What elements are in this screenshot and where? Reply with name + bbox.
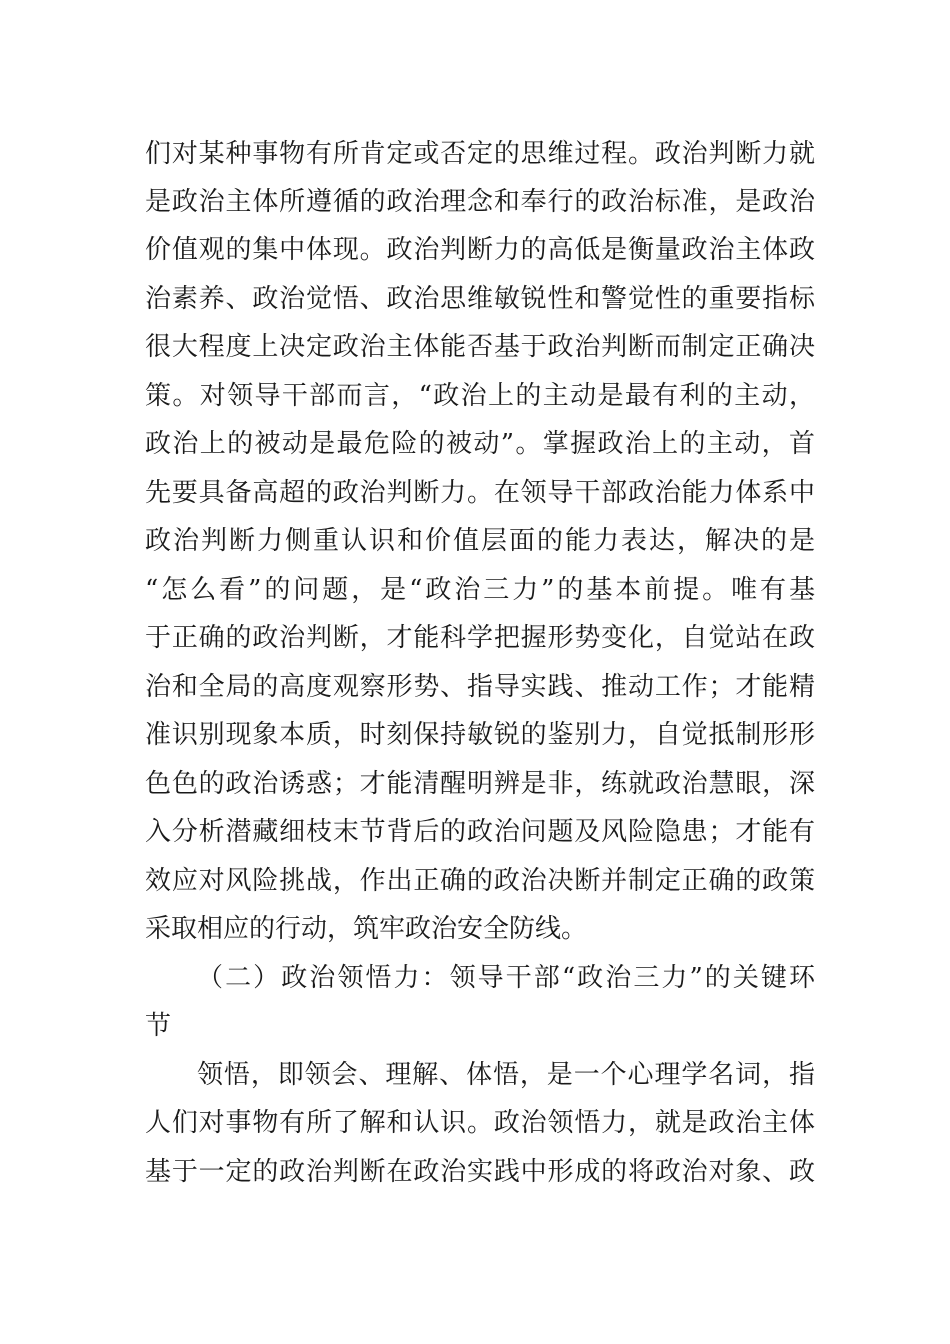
paragraph-1-line-10: “怎么看”的问题，是“政治三力”的基本前提。唯有基 — [145, 575, 815, 605]
paragraph-2-line-2: 人们对事物有所了解和认识。政治领悟力，就是政治主体 — [145, 1108, 815, 1138]
paragraph-1-line-8: 先要具备高超的政治判断力。在领导干部政治能力体系中 — [145, 478, 815, 508]
paragraph-1-line-17: 采取相应的行动，筑牢政治安全防线。 — [145, 914, 588, 944]
paragraph-1-line-1: 们对某种事物有所肯定或否定的思维过程。政治判断力就 — [145, 139, 815, 169]
paragraph-1-line-3: 价值观的集中体现。政治判断力的高低是衡量政治主体政 — [145, 235, 815, 265]
paragraph-1-line-5: 很大程度上决定政治主体能否基于政治判断而制定正确决 — [145, 332, 815, 362]
paragraph-1-line-15: 入分析潜藏细枝末节背后的政治问题及风险隐患；才能有 — [145, 817, 815, 847]
paragraph-2-line-1: 领悟，即领会、理解、体悟，是一个心理学名词，指 — [197, 1060, 815, 1090]
paragraph-1-line-4: 治素养、政治觉悟、政治思维敏锐性和警觉性的重要指标 — [145, 284, 815, 314]
paragraph-1-line-9: 政治判断力侧重认识和价值层面的能力表达，解决的是 — [145, 526, 815, 556]
paragraph-1-line-7: 政治上的被动是最危险的被动”。掌握政治上的主动，首 — [145, 429, 815, 459]
section-heading-line-2: 节 — [145, 1011, 172, 1041]
paragraph-2-line-3: 基于一定的政治判断在政治实践中形成的将政治对象、政 — [145, 1157, 815, 1187]
section-heading-line-1: （二）政治领悟力：领导干部“政治三力”的关键环 — [197, 963, 815, 993]
paragraph-1-line-14: 色色的政治诱惑；才能清醒明辨是非，练就政治慧眼，深 — [145, 769, 815, 799]
paragraph-1-line-2: 是政治主体所遵循的政治理念和奉行的政治标准，是政治 — [145, 187, 815, 217]
paragraph-1-line-16: 效应对风险挑战，作出正确的政治决断并制定正确的政策 — [145, 866, 815, 896]
paragraph-1-line-6: 策。对领导干部而言，“政治上的主动是最有利的主动， — [145, 381, 815, 411]
paragraph-1-line-12: 治和全局的高度观察形势、指导实践、推动工作；才能精 — [145, 672, 815, 702]
paragraph-1-line-11: 于正确的政治判断，才能科学把握形势变化，自觉站在政 — [145, 623, 815, 653]
paragraph-1-line-13: 准识别现象本质，时刻保持敏锐的鉴别力，自觉抵制形形 — [145, 720, 815, 750]
